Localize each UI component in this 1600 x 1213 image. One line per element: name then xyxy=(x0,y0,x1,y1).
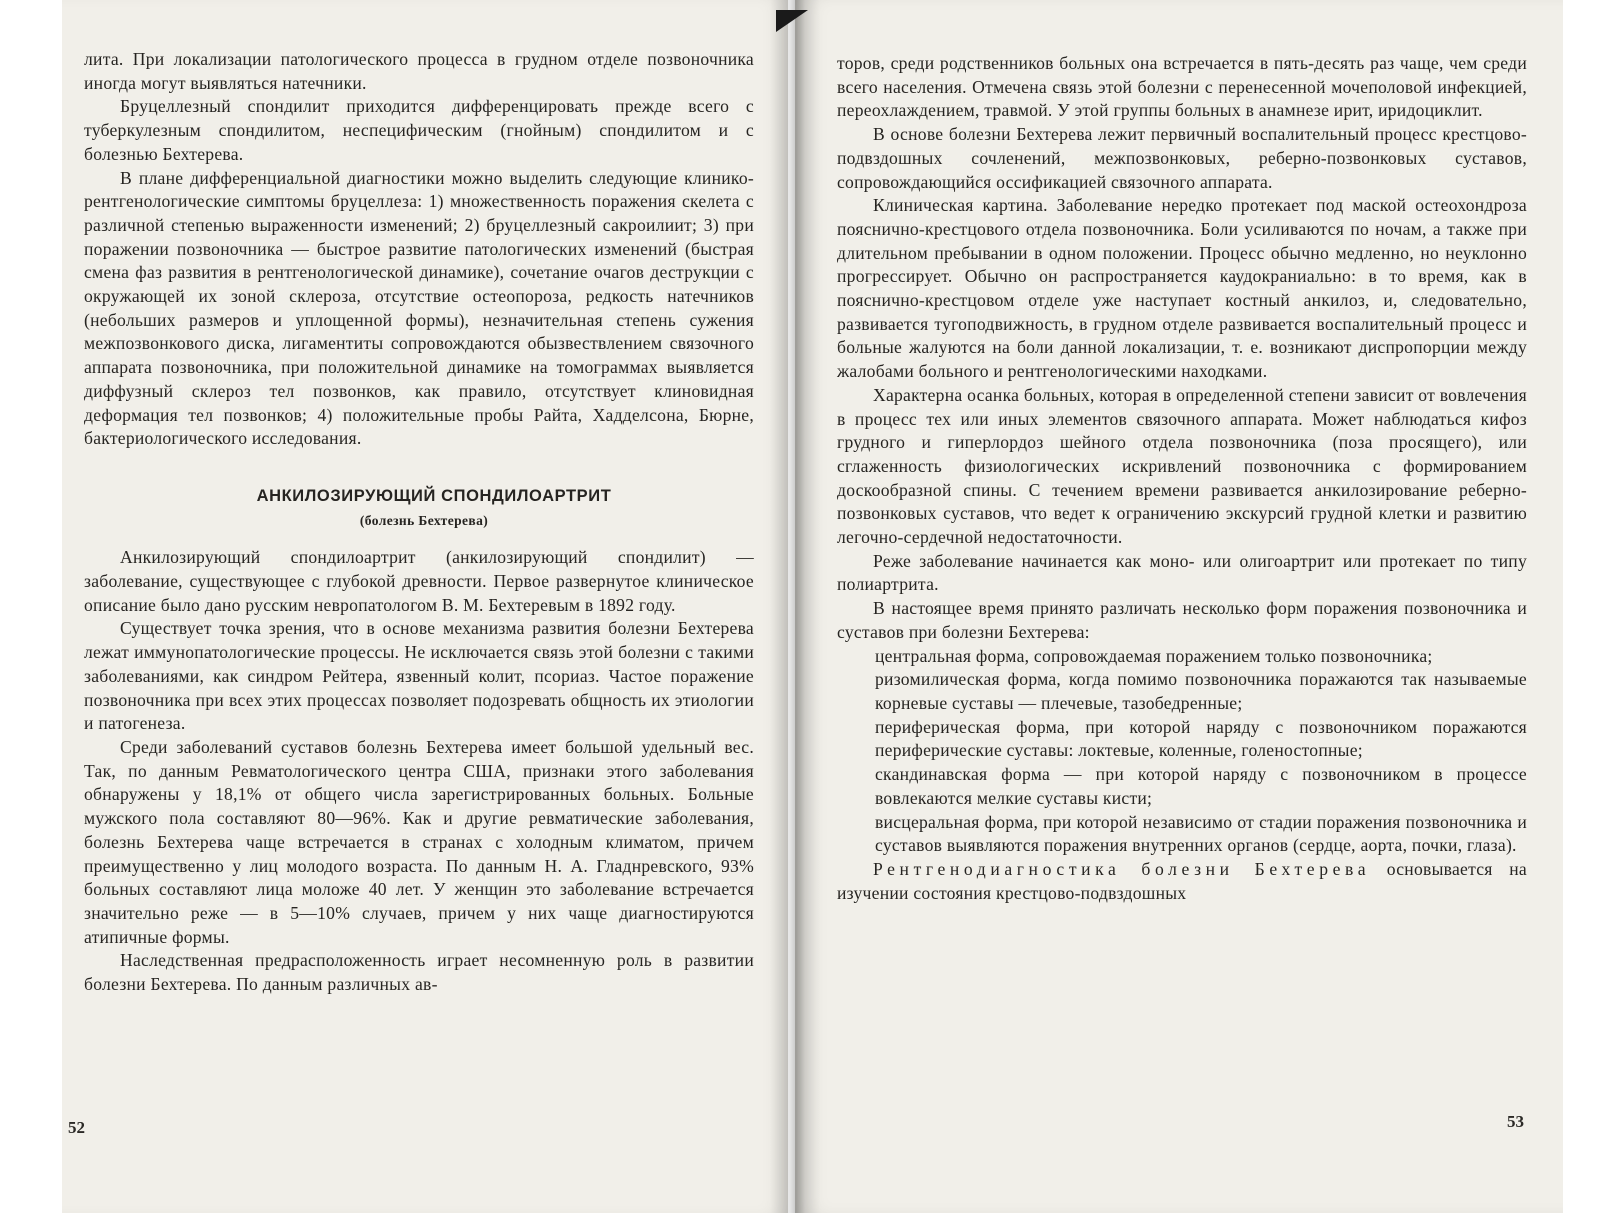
page-corner-mark xyxy=(776,10,808,32)
paragraph: Характерна осанка больных, которая в определенной степени зависит от вовлечения в процесс тех или иных элементов связочного аппарата. Может наблюдаться кифоз грудного и гиперлордоз шейного отдела позвоночника (поза просящего), или сглаженность физиологических искривлений позвоночника с формированием доскообразной спины. С течением времени развивается анкилозирование реберно-позвонковых суставов, что ведет к ограничению экскурсий грудной клетки и развитию легочно-сердечной недостаточности. xyxy=(837,384,1527,548)
paragraph: Клиническая картина. Заболевание нередко протекает под маской остеохондроза пояснично-крестцового отдела позвоночника. Боли усиливаются по ночам, а также при длительном пребывании в одном положении. Процесс обычно медленно, но неуклонно прогрессирует. Обычно он распространяется каудокраниально: в то время, как в пояснично-крестцовом отделе уже наступает костный анкилоз, и, следовательно, развивается тугоподвижность, в грудном отделе развивается воспалительный процесс и больные жалуются на боли данной локализации, т. е. возникают диспропорции между жалобами больного и рентгенологическими находками. xyxy=(837,195,1527,382)
left-page-text xyxy=(84,48,754,997)
list-item: периферическая форма, при которой наряду с позвоночником поражаются периферические суставы: локтевые, коленные, голеностопные; xyxy=(875,716,1527,761)
paragraph-continuation: основывается на изучении состояния крестцово-подвздошных xyxy=(837,858,1527,903)
paragraph: лита. При локализации патологического процесса в грудном отделе позвоночника иногда могут выявляться натечники. xyxy=(84,49,754,93)
list-item: ризомилическая форма, когда помимо позвоночника поражаются так называемые корневые суставы — плечевые, тазобедренные; xyxy=(875,669,1527,713)
section-title: АНКИЛОЗИРУЮЩИЙ СПОНДИЛОАРТРИТ xyxy=(256,486,612,505)
paragraph: В настоящее время принято различать несколько форм поражения позвоночника и суставов при болезни Бехтерева: xyxy=(837,598,1527,642)
list-item: скандинавская форма — при которой наряду с позвоночником в процессе вовлекаются мелкие суставы кисти; xyxy=(875,764,1527,808)
list-item: висцеральная форма, при которой независимо от стадии поражения позвоночника и суставов выявляются поражения внутренних органов (сердце, аорта, почки, глаза). xyxy=(875,811,1527,856)
paragraph: Бруцеллезный спондилит приходится дифференцировать прежде всего с туберкулезным спондилитом, неспецифическим (гнойным) спондилитом и с болезнью Бехтерева. xyxy=(84,96,754,164)
section-subtitle: (болезнь Бехтерева) xyxy=(359,512,489,528)
right-page xyxy=(795,0,1563,1213)
left-page xyxy=(62,0,788,1213)
paragraph: Анкилозирующий спондилоартрит (анкилозирующий спондилит) — заболевание, существующее с глубокой древности. Первое развернутое клиническое описание было дано русским невропатологом В. М. Бехтеревым в 1892 году. xyxy=(84,547,754,615)
paragraph: В основе болезни Бехтерева лежит первичный воспалительный процесс крестцово-подвздошных сочленений, межпозвонковых, реберно-позвонковых суставов, сопровождающийся оссификацией связочного аппарата. xyxy=(837,124,1527,192)
right-page-text xyxy=(837,52,1527,905)
list-item: центральная форма, сопровождаемая поражением только позвоночника; xyxy=(875,645,1433,666)
paragraph: В плане дифференциальной диагностики можно выделить следующие клинико-рентгенологические симптомы бруцеллеза: 1) множественность поражения скелета с различной степенью выраженности изменений; 2) бруцеллезный сакроилиит; 3) при поражении позвоночника — быстрое развитие патологических изменений (быстрая смена фаз развития в рентгенологической динамике), сочетание очагов деструкции с окружающей их зоной склероза, отсутствие остеопороза, редкость натечников (небольших размеров и уплощенной формы), незначительная степень сужения межпозвонкового диска, лигаментиты сопровождаются обызвествлением связочного аппарата позвоночника, при положительной динамике на томограммах выявляется диффузный склероз тел позвонков, как правило, отсутствует клиновидная деформация тел позвонков; 4) положительные пробы Райта, Хадделсона, Бюрне, бактериологического исследования. xyxy=(84,167,754,449)
paragraph: торов, среди родственников больных она встречается в пять-десять раз чаще, чем среди всего населения. Отмечена связь этой болезни с перенесенной мочеполовой инфекцией, переохлаждением, травмой. У этой группы больных в анамнезе ирит, иридоциклит. xyxy=(837,53,1527,121)
page-number: 53 xyxy=(1507,1112,1524,1131)
paragraph xyxy=(837,858,1527,905)
paragraph: Среди заболеваний суставов болезнь Бехтерева имеет большой удельный вес. Так, по данным Ревматологического центра США, признаки этого заболевания обнаружены у 18,1% от общего числа зарегистрированных больных. Больные мужского пола составляют 80—96%. Как и другие ревматические заболевания, болезнь Бехтерева чаще встречается в странах с холодным климатом, причем преимущественно у лиц молодого возраста. По данным Н. А. Гладнревского, 93% больных составляют лица моложе 40 лет. У женщин это заболевание встречается значительно реже — в 5—10% случаев, причем у них чаще диагностируются атипичные формы. xyxy=(84,736,754,947)
paragraph: Существует точка зрения, что в основе механизма развития болезни Бехтерева лежат иммунопатологические процессы. Не исключается связь этой болезни с такими заболеваниями, как синдром Рейтера, язвенный колит, псориаз. Частое поражение позвоночника при всех этих процессах позволяет подозревать общность их этиологии и патогенеза. xyxy=(84,618,754,734)
spaced-heading: Рентгенодиагностика болезни Бехтерева xyxy=(873,858,1371,879)
paragraph: Наследственная предрасположенность играет несомненную роль в развитии болезни Бехтерева. По данным различных ав- xyxy=(84,950,754,995)
paragraph: Реже заболевание начинается как моно- или олигоартрит или протекает по типу полиартрита. xyxy=(837,550,1527,595)
page-number: 52 xyxy=(68,1118,85,1137)
